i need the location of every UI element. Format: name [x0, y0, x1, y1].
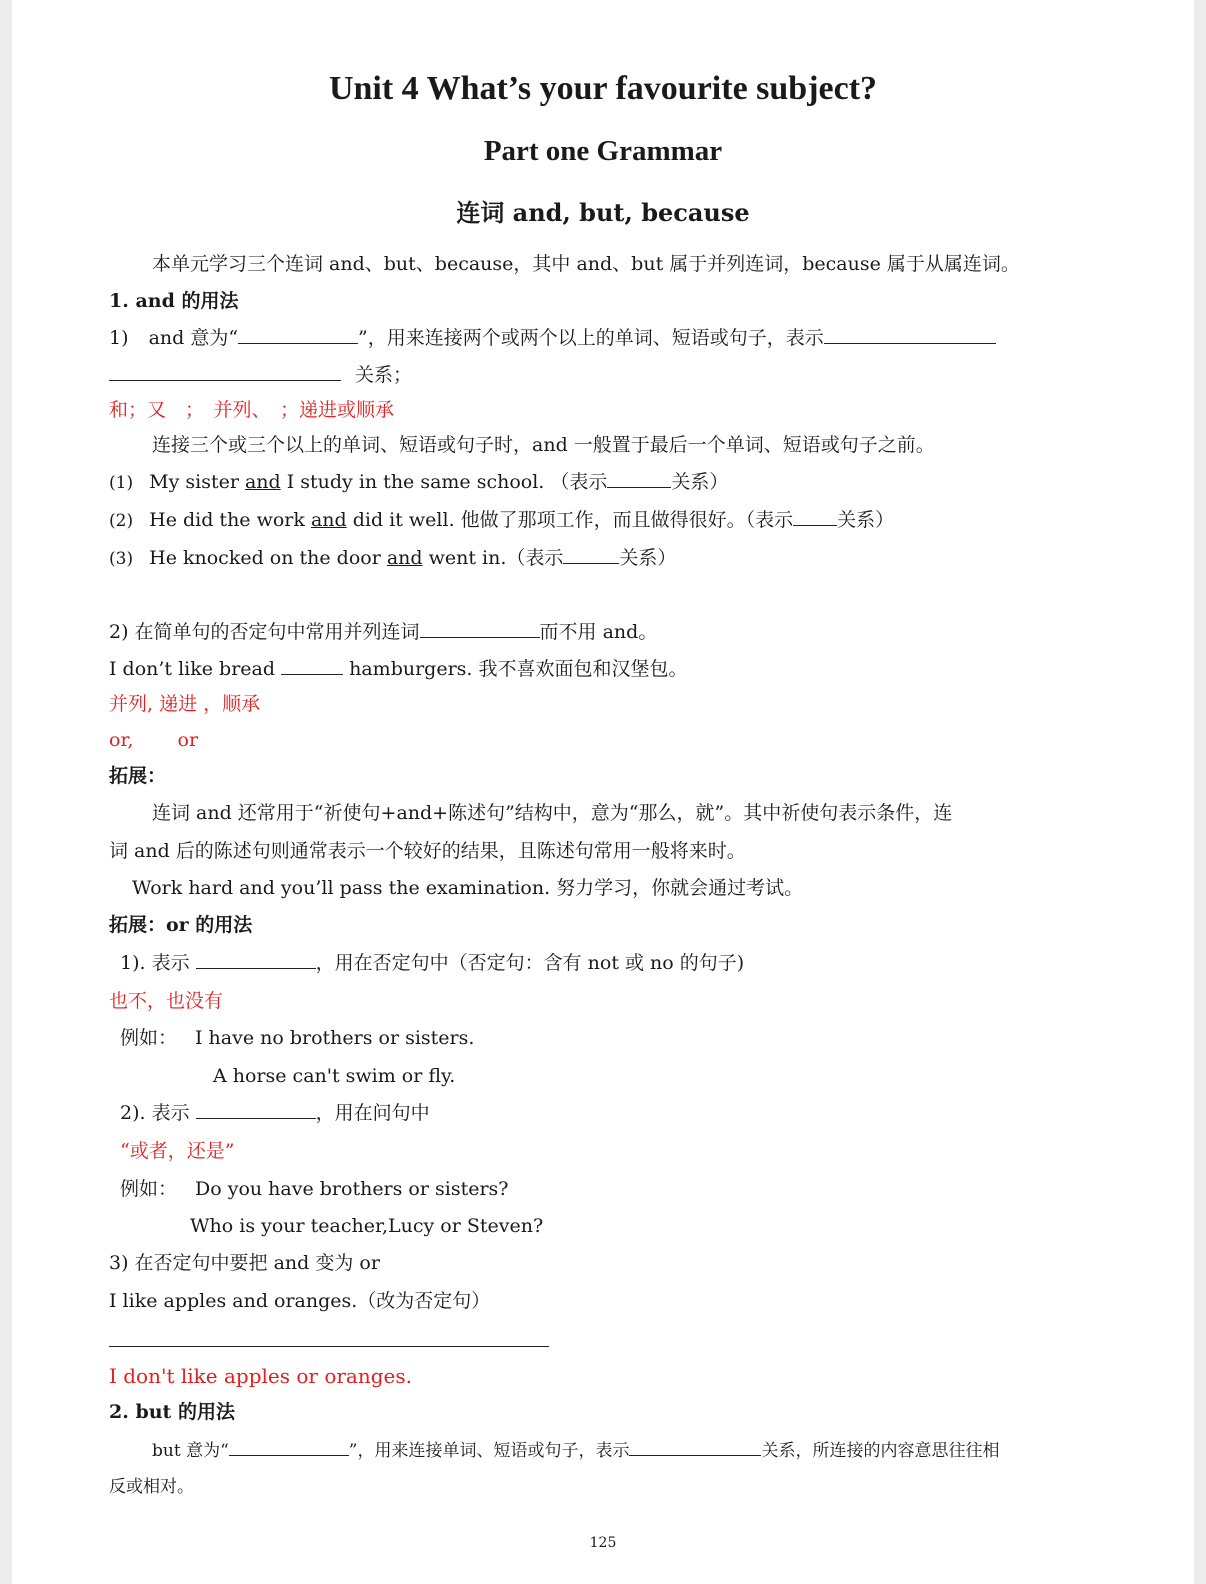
blank-and-relation-1[interactable] — [824, 325, 996, 344]
extension-para-line2: 词 and 后的陈述句则通常表示一个较好的结果，且陈述句常用一般将来时。 — [109, 840, 746, 862]
and-item2: 2) 在简单句的否定句中常用并列连词 而不用 and。 — [109, 621, 658, 643]
or-example-2b: Who is your teacher,Lucy or Steven? — [190, 1215, 544, 1237]
topic-heading: 连词 and, but, because — [456, 198, 750, 227]
but-heading: 2. but 的用法 — [109, 1401, 235, 1423]
answer-and-examples: 并列, 递进 ，顺承 — [109, 693, 261, 715]
or-example-2a: 例如： Do you have brothers or sisters? — [120, 1178, 509, 1200]
blank-but-meaning[interactable] — [229, 1437, 349, 1456]
or-item3: 3) 在否定句中要把 and 变为 or — [109, 1252, 380, 1274]
blank-or-neg[interactable] — [196, 950, 316, 969]
and-item2-example: I don’t like bread hamburgers. 我不喜欢面包和汉堡包。 — [109, 658, 688, 680]
extension-para-line1: 连词 and 还常用于“祈使句+and+陈述句”结构中，意为“那么，就”。其中祈使句表示条件，连 — [152, 802, 953, 824]
blank-and-relation-2[interactable] — [109, 362, 341, 381]
blank-example-3[interactable] — [563, 545, 619, 564]
extension-example: Work hard and you’ll pass the examination. 努力学习，你就会通过考试。 — [132, 877, 804, 899]
or-example-1b: A horse can't swim or fly. — [213, 1065, 456, 1087]
page-number: 125 — [589, 1535, 617, 1551]
answer-and-item1: 和；又 ； 并列、 ；递进或顺承 — [109, 399, 395, 421]
part-heading: Part one Grammar — [483, 135, 723, 167]
answer-or: or, or — [109, 729, 199, 751]
or-heading: 拓展：or 的用法 — [109, 914, 253, 936]
page-title: Unit 4 What’s your favourite subject? — [328, 70, 878, 107]
and-example-2: (2) He did the work and did it well. 他做了那项工作，而且做得很好。（表示 关系） — [109, 509, 895, 531]
but-line1: but 意为“ ”，用来连接单词、短语或句子，表示 关系，所连接的内容意思往往相 — [152, 1437, 999, 1464]
blank-or-question[interactable] — [196, 1100, 316, 1119]
intro-text: 本单元学习三个连词 and、but、because，其中 and、but 属于并列连词，because 属于从属连词。 — [152, 253, 1020, 275]
and-example-3: (3) He knocked on the door and went in.（表示 关系） — [109, 547, 677, 569]
blank-example-2[interactable] — [793, 507, 837, 526]
or-item2: 2). 表示 ，用在问句中 — [120, 1102, 430, 1124]
extension-label: 拓展： — [109, 765, 167, 787]
blank-example-1[interactable] — [607, 469, 671, 488]
or-example-1a: 例如： I have no brothers or sisters. — [120, 1027, 475, 1049]
worksheet-page — [12, 0, 1194, 1584]
and-example-1: (1) My sister and I study in the same school. （表示 关系） — [109, 471, 729, 493]
answer-negative-sentence: I don't like apples or oranges. — [109, 1364, 412, 1388]
and-rule: 连接三个或三个以上的单词、短语或句子时，and 一般置于最后一个单词、短语或句子之前。 — [152, 434, 935, 456]
or-item3-example: I like apples and oranges.（改为否定句） — [109, 1290, 491, 1312]
answer-or-question: “或者，还是” — [120, 1140, 235, 1162]
answer-or-neg: 也不，也没有 — [109, 990, 224, 1012]
blank-bread-hamburgers[interactable] — [281, 656, 343, 675]
but-line2: 反或相对。 — [109, 1477, 194, 1497]
blank-but-relation[interactable] — [629, 1437, 761, 1456]
or-item1: 1). 表示 ，用在否定句中（否定句：含有 not 或 no 的句子) — [120, 952, 745, 974]
blank-or-conj[interactable] — [420, 619, 540, 638]
answer-writing-line[interactable] — [109, 1346, 549, 1347]
and-item1: 1) and 意为“ ”，用来连接两个或两个以上的单词、短语或句子，表示 — [109, 325, 996, 351]
and-item1-cont: 关系； — [109, 362, 412, 388]
and-heading: 1. and 的用法 — [109, 290, 239, 312]
blank-and-meaning[interactable] — [238, 325, 358, 344]
